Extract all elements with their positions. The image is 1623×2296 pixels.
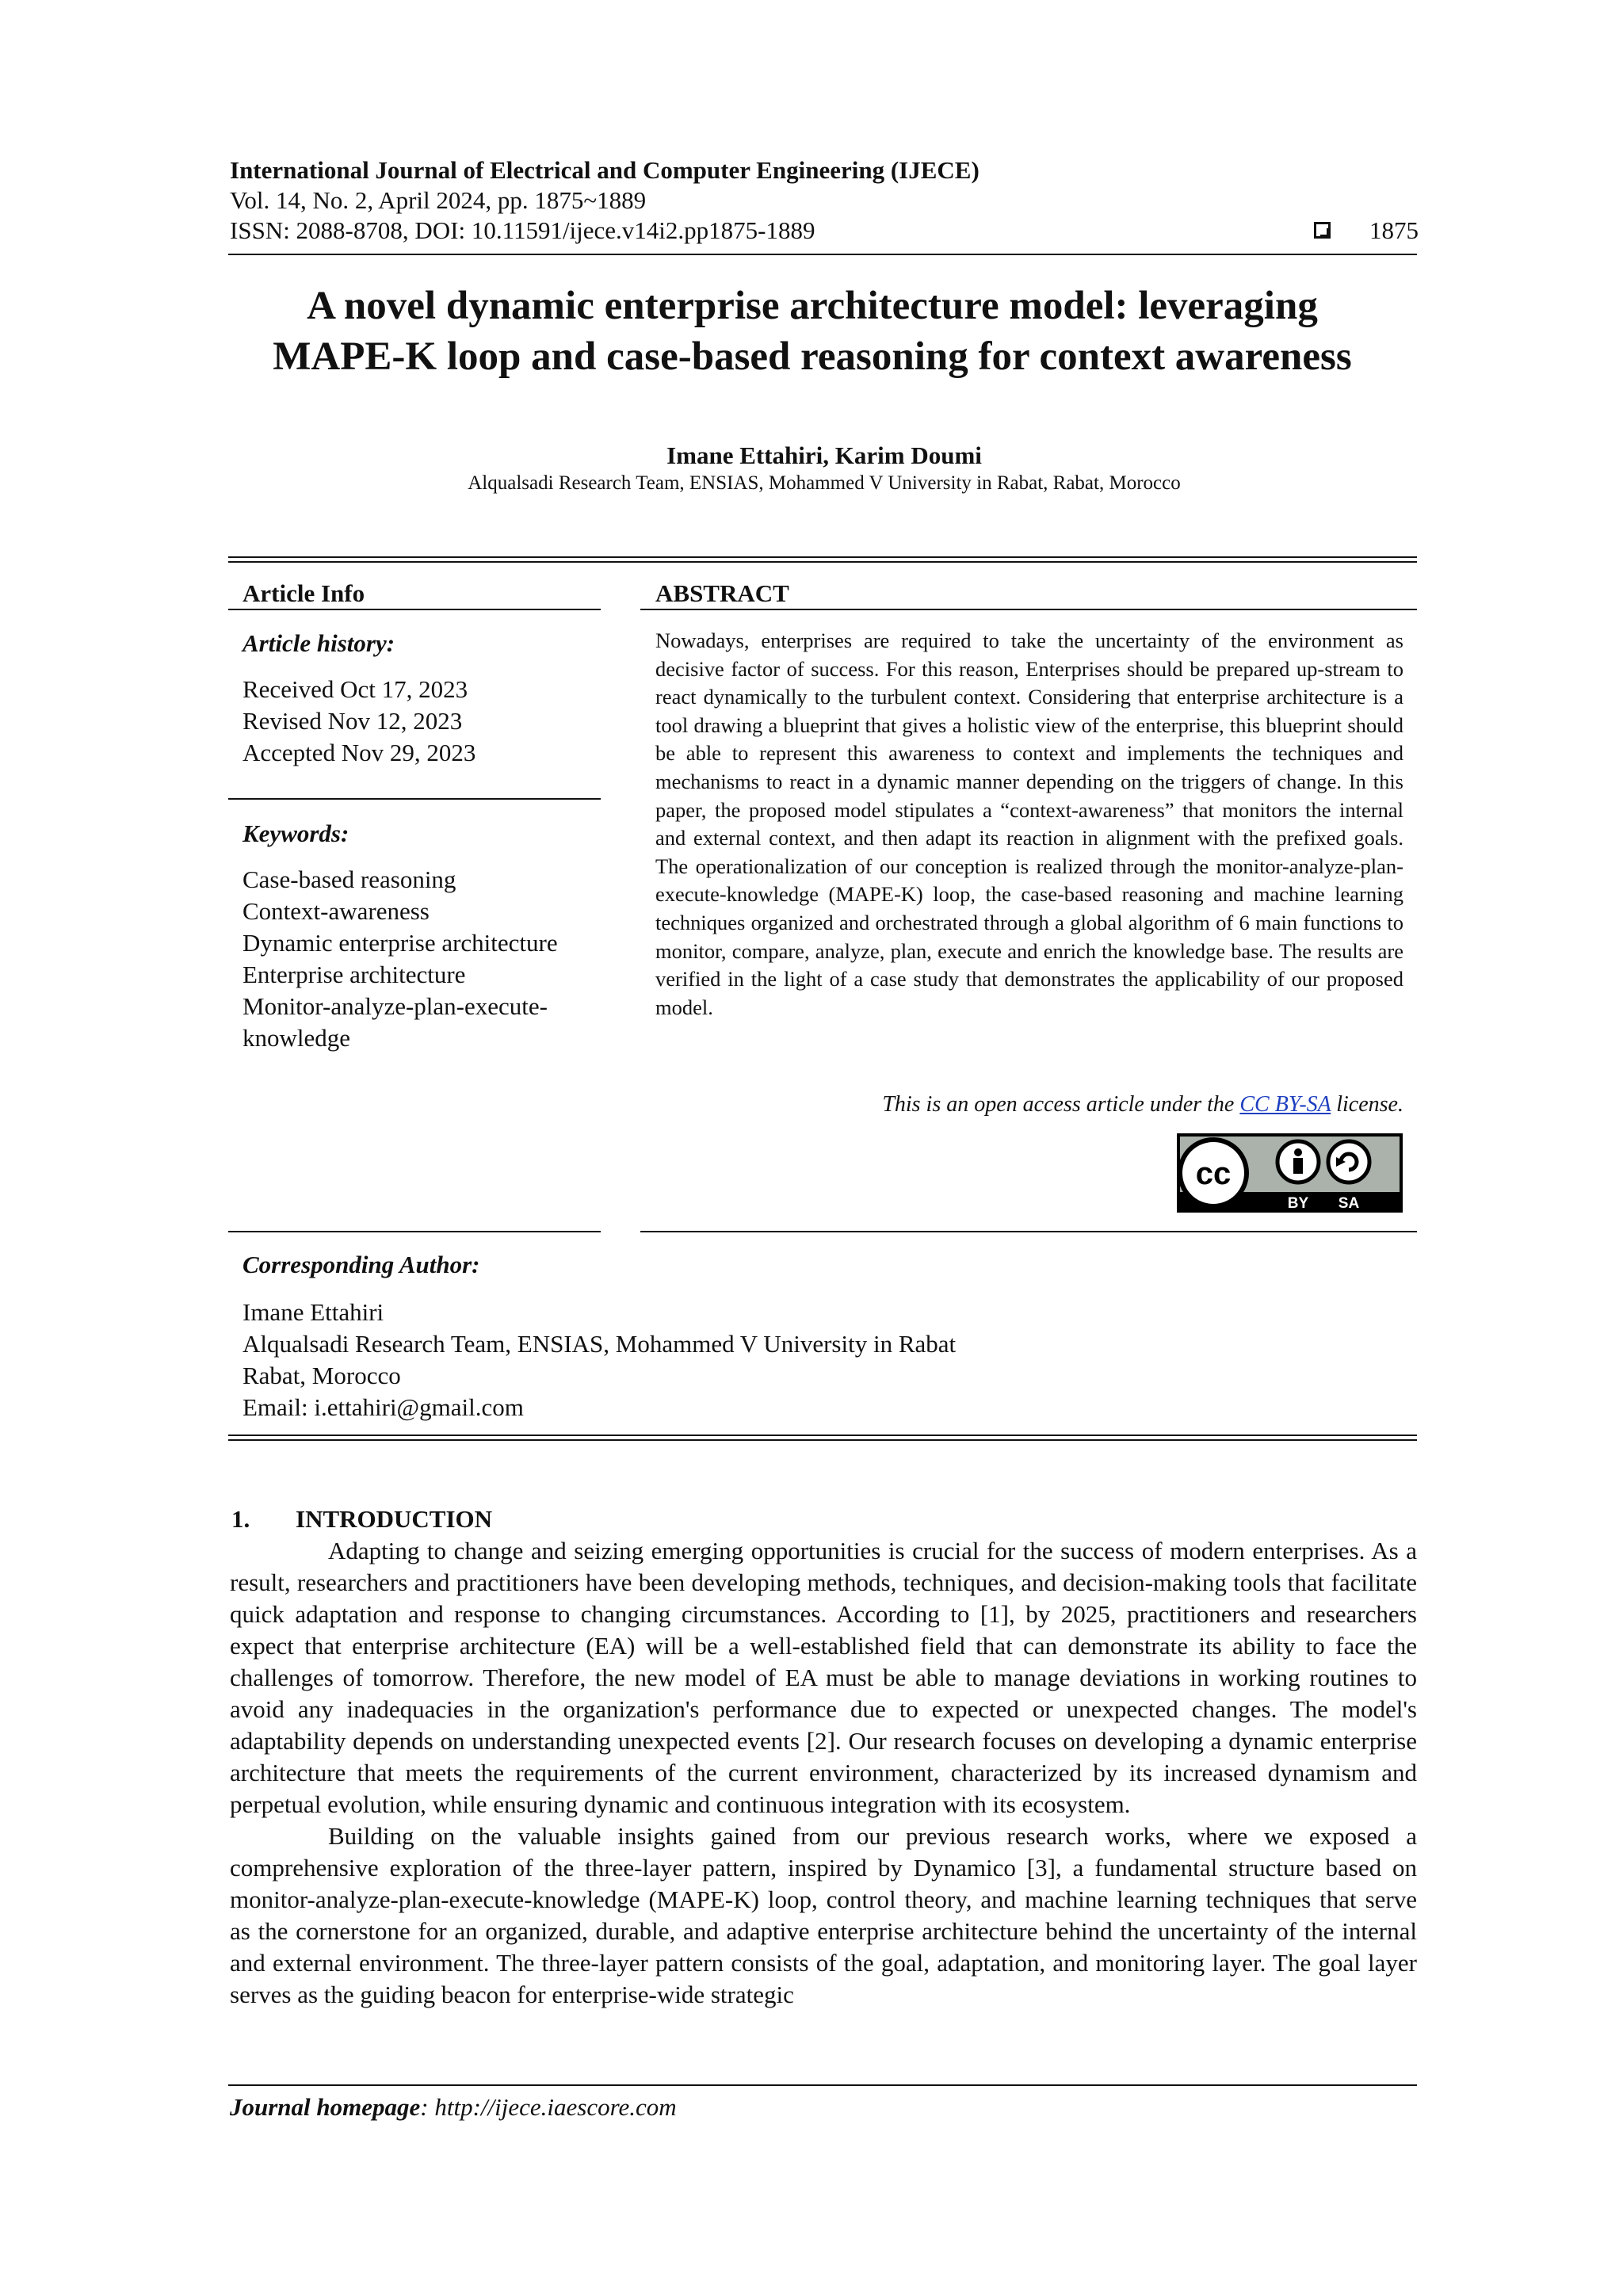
corresponding-email[interactable]: Email: i.ettahiri@gmail.com [242,1393,524,1421]
abstract-heading: ABSTRACT [655,579,789,607]
issn-doi: ISSN: 2088-8708, DOI: 10.11591/ijece.v14i2.pp1875-1889 [230,216,815,244]
corresponding-heading: Corresponding Author: [242,1251,480,1278]
corresponding-details [242,1297,956,1423]
license-note: This is an open access article under the CC BY-SA license. [882,1092,1403,1117]
authors: Imane Ettahiri, Karim Doumi [666,441,982,469]
intro-number: 1. [231,1505,250,1533]
cc-by-sa-link[interactable]: CC BY-SA [1239,1092,1331,1117]
keyword: Dynamic enterprise architecture [242,929,558,957]
corresponding-affiliation: Alqualsadi Research Team, ENSIAS, Mohammed V University in Rabat [242,1330,957,1358]
article-history-heading: Article history: [242,629,395,657]
keyword: Monitor-analyze-plan-execute- [242,992,548,1020]
keywords-rule [228,798,601,800]
page-number: 1875 [1369,216,1419,244]
keyword: Case-based reasoning [242,865,456,893]
svg-text:cc: cc [1195,1156,1232,1191]
keyword: Enterprise architecture [242,961,466,988]
keyword: knowledge [242,1024,351,1052]
intro-title: INTRODUCTION [296,1505,493,1533]
revised-date: Revised Nov 12, 2023 [242,707,463,735]
info-box-bottom-rule [228,1435,1417,1436]
info-box-bottom-rule-2 [228,1439,1417,1441]
info-column-bottom-rule [228,1231,601,1232]
abstract-bottom-rule [640,1231,1417,1232]
intro-heading [231,1504,492,1534]
article-info-rule [228,609,601,610]
checkbox-icon [1314,222,1331,239]
keywords-heading: Keywords: [242,819,349,847]
corresponding-name: Imane Ettahiri [242,1298,384,1326]
article-info-heading: Article Info [242,579,365,607]
journal-homepage-link[interactable]: : http://ijece.iaescore.com [420,2093,677,2121]
abstract-rule [640,609,1417,610]
volume-info: Vol. 14, No. 2, April 2024, pp. 1875~1889 [230,186,647,214]
intro-paragraph-1: Adapting to change and seizing emerging opportunities is crucial for the success of modern enterprises. As a result, researchers and practitioners have been developing methods, techniques, and decision-making tools that facilitate quick adaptation and response to changing circumstances. According to [1], by 2025, practitioners and researchers expect that enterprise architecture (EA) will be a well-established field that can demonstrate its ability to face the challenges of tomorrow. Therefore, the new model of EA must be able to manage deviations in working routines to avoid any inadequacies in the organization's performance due to expected or unexpected changes. The model's adaptability depends on understanding unexpected events [2]. Our research focuses on developing a dynamic enterprise architecture that meets the requirements of the current environment, characterized by its increased dynamism and perpetual evolution, while ensuring dynamic and continuous integration with its ecosystem. [230,1537,1417,1818]
keyword: Context-awareness [242,897,430,925]
badge-sa-label: SA [1338,1195,1360,1212]
cc-by-sa-badge[interactable] [1177,1133,1403,1213]
intro-paragraph-2: Building on the valuable insights gained from our previous research works, where we exposed a comprehensive exploration of the three-layer pattern, inspired by Dynamico [3], a fundamental structure based on monitor-analyze-plan-execute-knowledge (MAPE-K) loop, control theory, and machine learning techniques that serve as the cornerstone for an organized, durable, and adaptive enterprise architecture behind the uncertainty of the internal and external environment. The three-layer pattern consists of the goal, adaptation, and monitoring layer. The goal layer serves as the guiding beacon for enterprise-wide strategic [230,1822,1417,2008]
info-box-top-rule [228,556,1417,558]
received-date: Received Oct 17, 2023 [242,675,468,703]
footer-label: Journal homepage [230,2093,421,2121]
accepted-date: Accepted Nov 29, 2023 [242,739,476,766]
affiliation: Alqualsadi Research Team, ENSIAS, Mohammed V University in Rabat, Rabat, Morocco [468,472,1181,494]
share-alike-icon [1328,1141,1369,1182]
cc-badge-graphic [1177,1133,1403,1213]
header-rule [228,254,1417,255]
badge-by-label: BY [1287,1195,1309,1212]
keywords-list [242,864,558,1054]
journal-name: International Journal of Electrical and Computer Engineering (IJECE) [230,156,980,184]
info-box-top-rule-2 [228,561,1417,563]
footer-rule [228,2084,1417,2086]
paper-title: A novel dynamic enterprise architecture model: leveraging MAPE-K loop and case-based reasoning for context awareness [273,284,1352,379]
footer [230,2092,677,2122]
corresponding-location: Rabat, Morocco [242,1362,401,1389]
abstract-text: Nowadays, enterprises are required to take the uncertainty of the environment as decisive factor of success. For this reason, Enterprises should be prepared up-stream to react dynamically to the turbulent context. Considering that enterprise architecture is a tool drawing a blueprint that gives a holistic view of the enterprise, this blueprint should be able to represent this awareness to context and implements the techniques and mechanisms to react in a dynamic manner depending on the triggers of change. In this paper, the proposed model stipulates a “context-awareness” that monitors the internal and external context, and then adapt its reaction in alignment with the prefixed goals. The operationalization of our conception is realized through the monitor-analyze-plan-execute-knowledge (MAPE-K) loop, the case-based reasoning and machine learning techniques organized and orchestrated through a global algorithm of 6 main functions to monitor, compare, analyze, plan, execute and enrich the knowledge base. The results are verified in the light of a case study that demonstrates the applicability of our proposed model. [655,628,1403,1019]
article-history [242,674,475,769]
intro-body [230,1535,1417,2011]
